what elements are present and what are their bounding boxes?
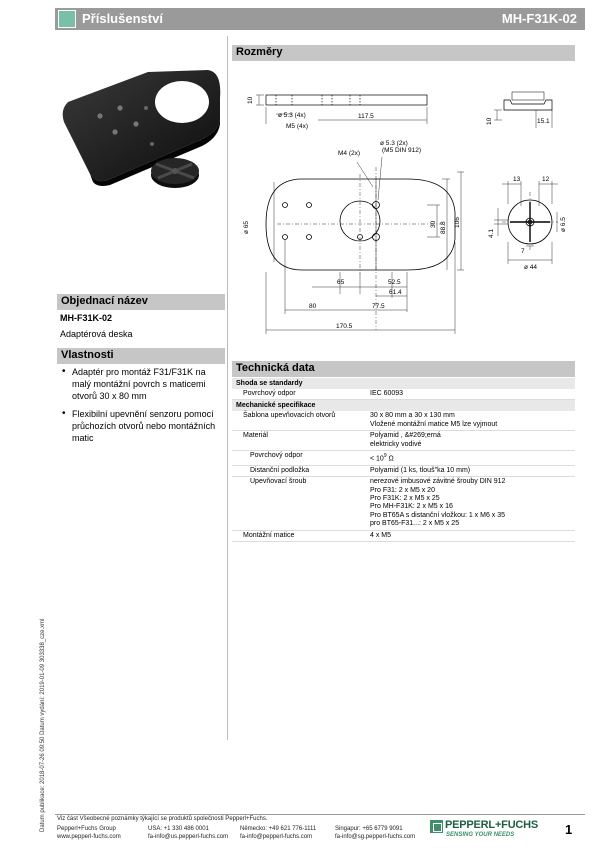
column-divider bbox=[227, 36, 228, 740]
dim-label: ø 6.5 bbox=[560, 217, 567, 232]
table-row bbox=[232, 451, 575, 466]
logo-name: PEPPERL+FUCHS bbox=[445, 819, 539, 831]
dim-label: 30 bbox=[430, 220, 437, 228]
tech-key: Materiál bbox=[243, 432, 268, 440]
section-tech-header: Technická data bbox=[232, 361, 575, 377]
footer-contact-germany: Německo: +49 621 776-1111 fa-info@pepperl-fuchs.com bbox=[240, 826, 317, 840]
company-logo bbox=[430, 818, 546, 844]
publication-dates: Datum publikace: 2018-07-26 09:50 Datum vydání: 2019-01-09 303338_cze.xml bbox=[40, 618, 46, 832]
page-number: 1 bbox=[565, 822, 573, 837]
section-dimensions-header: Rozměry bbox=[232, 45, 575, 61]
dim-label: 106 bbox=[454, 217, 461, 228]
spacer-disc-drawing bbox=[494, 181, 558, 264]
tech-value: elektricky vodivé bbox=[370, 440, 422, 448]
tech-key: Distanční podložka bbox=[250, 466, 310, 474]
tech-value: 30 x 80 mm a 30 x 130 mm bbox=[370, 412, 455, 420]
properties-list bbox=[60, 366, 225, 450]
tech-value: IEC 60093 bbox=[370, 390, 404, 397]
footer-contact-usa: USA: +1 330 486 0001 fa-info@us.pepperl-fuchs.com bbox=[148, 826, 229, 840]
tech-key: Šablona upevňovacích otvorů bbox=[243, 412, 336, 420]
dim-label: 88.8 bbox=[440, 221, 447, 234]
side-view-drawing bbox=[256, 95, 427, 124]
table-row bbox=[232, 389, 575, 400]
tech-key: Montážní matice bbox=[243, 531, 295, 539]
dim-label: 7 bbox=[521, 248, 525, 255]
dim-label: 12 bbox=[542, 176, 550, 183]
tech-value: < $10^9$ Ω bbox=[370, 453, 394, 463]
dim-label: (M5 DIN 912) bbox=[382, 147, 422, 154]
tech-value: nerezové imbusové závitné šrouby DIN 912 bbox=[370, 478, 506, 486]
property-item: • Adaptér pro montáž F31/F31K na malý montážní povrch s maticemi otvorů 30 x 80 mm bbox=[60, 366, 225, 402]
tech-value: Vložené montážní matice M5 lze vyjmout bbox=[370, 420, 498, 428]
property-item: • Flexibilní upevnění senzoru pomocí průchozích otvorů nebo montážních matic bbox=[60, 408, 225, 444]
dim-label: ø 5.3 (2x) bbox=[380, 140, 408, 147]
tech-value: 4 x M5 bbox=[370, 531, 392, 539]
category-icon bbox=[58, 10, 76, 28]
tech-value: Pro MH-F31K: 2 x M5 x 16 bbox=[370, 503, 453, 511]
tech-value: Polyamid (1 ks, tlouš"ka 10 mm) bbox=[370, 466, 471, 474]
section-order-header: Objednací název bbox=[57, 294, 225, 310]
tech-value: Pro F31K: 2 x M5 x 25 bbox=[370, 494, 440, 502]
tech-group: Mechanické specifikace bbox=[232, 400, 575, 411]
dim-label: 52.5 bbox=[388, 279, 401, 286]
tech-value: Polyamid , &#269;erná bbox=[370, 432, 441, 440]
tech-value: pro BT65-F31...: 2 x M5 x 25 bbox=[370, 520, 460, 528]
dim-label: 117.5 bbox=[358, 113, 374, 120]
footer-contact-singapore: Singapur: +65 6779 9091 fa-info@sg.pepperl-fuchs.com bbox=[335, 826, 416, 840]
dim-label: ø 5.3 (4x) bbox=[278, 112, 306, 119]
table-row bbox=[232, 431, 575, 451]
order-name: MH-F31K-02 bbox=[60, 313, 113, 323]
dim-label: 80 bbox=[309, 303, 317, 310]
dim-label: 10 bbox=[486, 117, 493, 125]
footer-note: Viz část Všeobecné poznámky týkající se produktů společnosti Pepperl+Fuchs. bbox=[57, 816, 268, 822]
table-row bbox=[232, 477, 575, 530]
dim-label: M4 (2x) bbox=[338, 150, 361, 157]
tech-key: Upevňovací šroub bbox=[250, 478, 307, 486]
tech-key: Povrchový odpor bbox=[243, 390, 296, 397]
dim-label: 61.4 bbox=[389, 289, 402, 296]
section-properties-header: Vlastnosti bbox=[57, 348, 225, 364]
dim-label: 170.5 bbox=[336, 323, 353, 330]
dim-label: M5 (4x) bbox=[286, 123, 309, 130]
footer-divider bbox=[55, 814, 585, 815]
tech-key: Povrchový odpor bbox=[250, 452, 303, 460]
dim-label: 77.5 bbox=[372, 303, 385, 310]
dim-label: 4.1 bbox=[488, 228, 495, 238]
dimension-drawing bbox=[232, 62, 587, 352]
dim-label: ø 44 bbox=[524, 264, 538, 271]
tech-group: Shoda se standardy bbox=[232, 378, 575, 389]
header-bar bbox=[55, 8, 585, 30]
tech-table bbox=[232, 378, 575, 542]
product-code: MH-F31K-02 bbox=[501, 11, 577, 26]
footer-contact-group: Pepperl+Fuchs Group www.pepperl-fuchs.com bbox=[57, 826, 121, 840]
product-photo bbox=[60, 60, 225, 210]
page-category: Příslušenství bbox=[82, 11, 163, 26]
logo-tagline: SENSING YOUR NEEDS bbox=[446, 832, 515, 838]
order-description: Adaptérová deska bbox=[60, 329, 133, 339]
dim-label: 13 bbox=[513, 176, 521, 183]
table-row bbox=[232, 531, 575, 542]
dim-label: 10 bbox=[247, 96, 254, 104]
dim-label: 65 bbox=[337, 279, 345, 286]
dim-label: 15.1 bbox=[537, 118, 550, 125]
plan-view-drawing bbox=[266, 157, 464, 334]
tech-value: Pro F31: 2 x M5 x 20 bbox=[370, 486, 435, 494]
table-row bbox=[232, 411, 575, 431]
table-row bbox=[232, 466, 575, 477]
tech-value: Pro BT65A s distanční vložkou: 1 x M6 x 35 bbox=[370, 511, 506, 519]
dim-label: ø 65 bbox=[243, 220, 250, 234]
logo-icon bbox=[430, 820, 443, 833]
